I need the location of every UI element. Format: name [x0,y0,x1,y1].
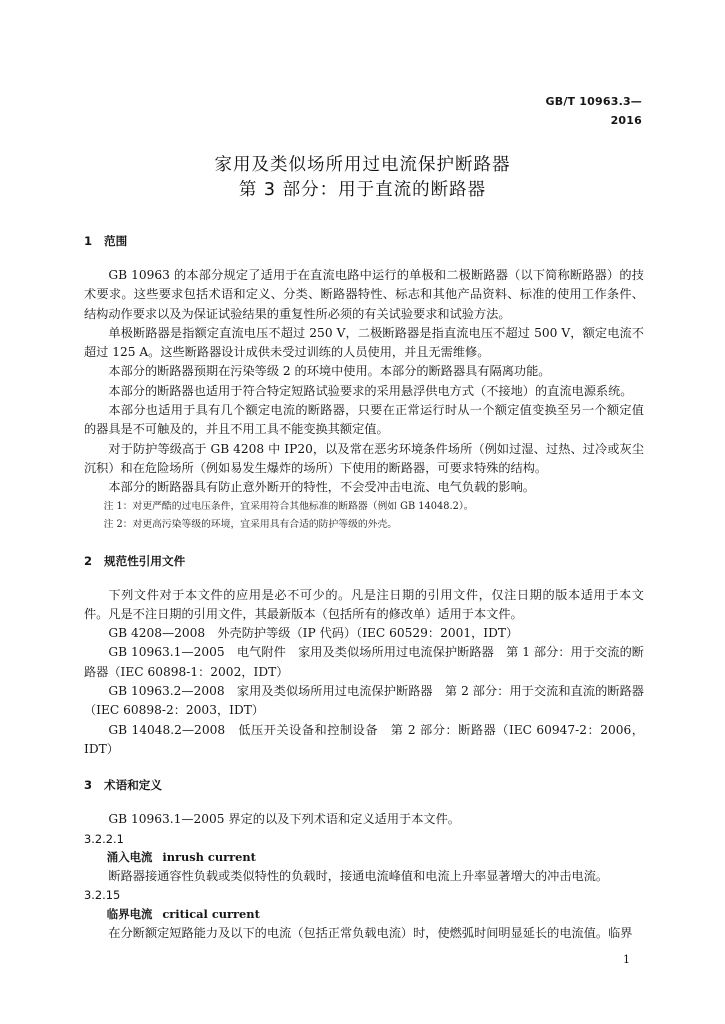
term-name-zh: 临界电流 [106,906,153,921]
term-number: 3.2.2.1 [84,831,124,846]
paragraph: GB 10963.1—2005 界定的以及下列术语和定义适用于本文件。 [108,812,460,827]
term-name-en: critical current [162,906,260,921]
standard-number: GB/T 10963.3—2016 [545,95,642,128]
section-heading-scope [84,232,644,251]
paragraph: 本部分的断路器预期在污染等级 2 的环境中使用。本部分的断路器具有隔离功能。 [108,364,551,379]
section-heading-terms [84,776,644,795]
reference-item: GB 14048.2—2008 低压开关设备和控制设备 第 2 部分：断路器（IEC 60947-2：2006，IDT） [84,722,644,756]
term-number: 3.2.15 [84,888,121,903]
term-definition: 在分断额定短路能力及以下的电流（包括正常负载电流）时，使燃弧时间明显延长的电流值。临界 [108,925,633,940]
paragraph: 本部分的断路器具有防止意外断开的特性，不会受冲击电流、电气负载的影响。 [108,480,535,495]
section-title: 术语和定义 [104,778,162,793]
document-body [84,232,644,943]
paragraph: 下列文件对于本文件的应用是必不可少的。凡是注日期的引用文件，仅注日期的版本适用于本文件。凡是不注日期的引用文件，其最新版本（包括所有的修改单）适用于本文件。 [84,587,644,621]
document-title-line-1: 家用及类似场所用过电流保护断路器 [214,155,511,175]
term-name-en: inrush current [162,850,256,865]
section-title: 规范性引用文件 [104,553,186,568]
paragraph: 对于防护等级高于 GB 4208 中 IP20，以及常在恶劣环境条件场所（例如过湿、过热、过冷或灰尘沉积）和在危险场所（例如易发生爆炸的场所）下使用的断路器，可要求特殊的结构。 [84,441,644,475]
paragraph: 本部分也适用于具有几个额定电流的断路器，只要在正常运行时从一个额定值变换至另一个额定值的器具是不可触及的，并且不用工具不能变换其额定值。 [84,403,644,437]
paragraph: 本部分的断路器也适用于符合特定短路试验要求的采用悬浮供电方式（不接地）的直流电源系统。 [108,383,633,398]
section-heading-normative-references [84,552,644,571]
term-name [84,905,644,924]
paragraph: GB 10963 的本部分规定了适用于在直流电路中运行的单极和二极断路器（以下简称断路器）的技术要求。这些要求包括术语和定义、分类、断路器特性、标志和其他产品资料、标准的使用工作条件、结构动作要求以及为保证试验结果的重复性所必须的有关试验要求和试验方法。 [84,268,644,321]
section-title: 范围 [104,234,128,248]
reference-item: GB 4208—2008 外壳防护等级（IP 代码）（IEC 60529：2001，IDT） [108,626,519,641]
paragraph: 单极断路器是指额定直流电压不超过 250 V，二极断路器是指直流电压不超过 500 V，额定电流不超过 125 A。这些断路器设计成供未受过训练的人员使用，并且无需维修。 [84,325,644,360]
document-title-line-2: 第 3 部分：用于直流的断路器 [238,180,487,200]
reference-item: GB 10963.2—2008 家用及类似场所用过电流保护断路器 第 2 部分：用于交流和直流的断路器（IEC 60898-2：2003，IDT） [84,684,644,718]
page-number: 1 [623,953,630,966]
term-name-zh: 涌入电流 [106,850,153,865]
reference-item: GB 10963.1—2005 电气附件 家用及类似场所用过电流保护断路器 第 1 部分：用于交流的断路器（IEC 60898-1：2002，IDT） [84,645,644,679]
section-number: 1 [84,234,93,248]
term-definition: 断路器接通容性负载或类似特性的负载时，接通电流峰值和电流上升率显著增大的冲击电流。 [108,869,609,884]
note: 注 1：对更严酷的过电压条件，宜采用符合其他标准的断路器（例如 GB 14048.2）。 [103,500,474,512]
section-number: 3 [84,778,93,793]
term-name [84,848,644,867]
note: 注 2：对更高污染等级的环境，宜采用具有合适的防护等级的外壳。 [103,519,398,531]
section-number: 2 [84,553,93,568]
